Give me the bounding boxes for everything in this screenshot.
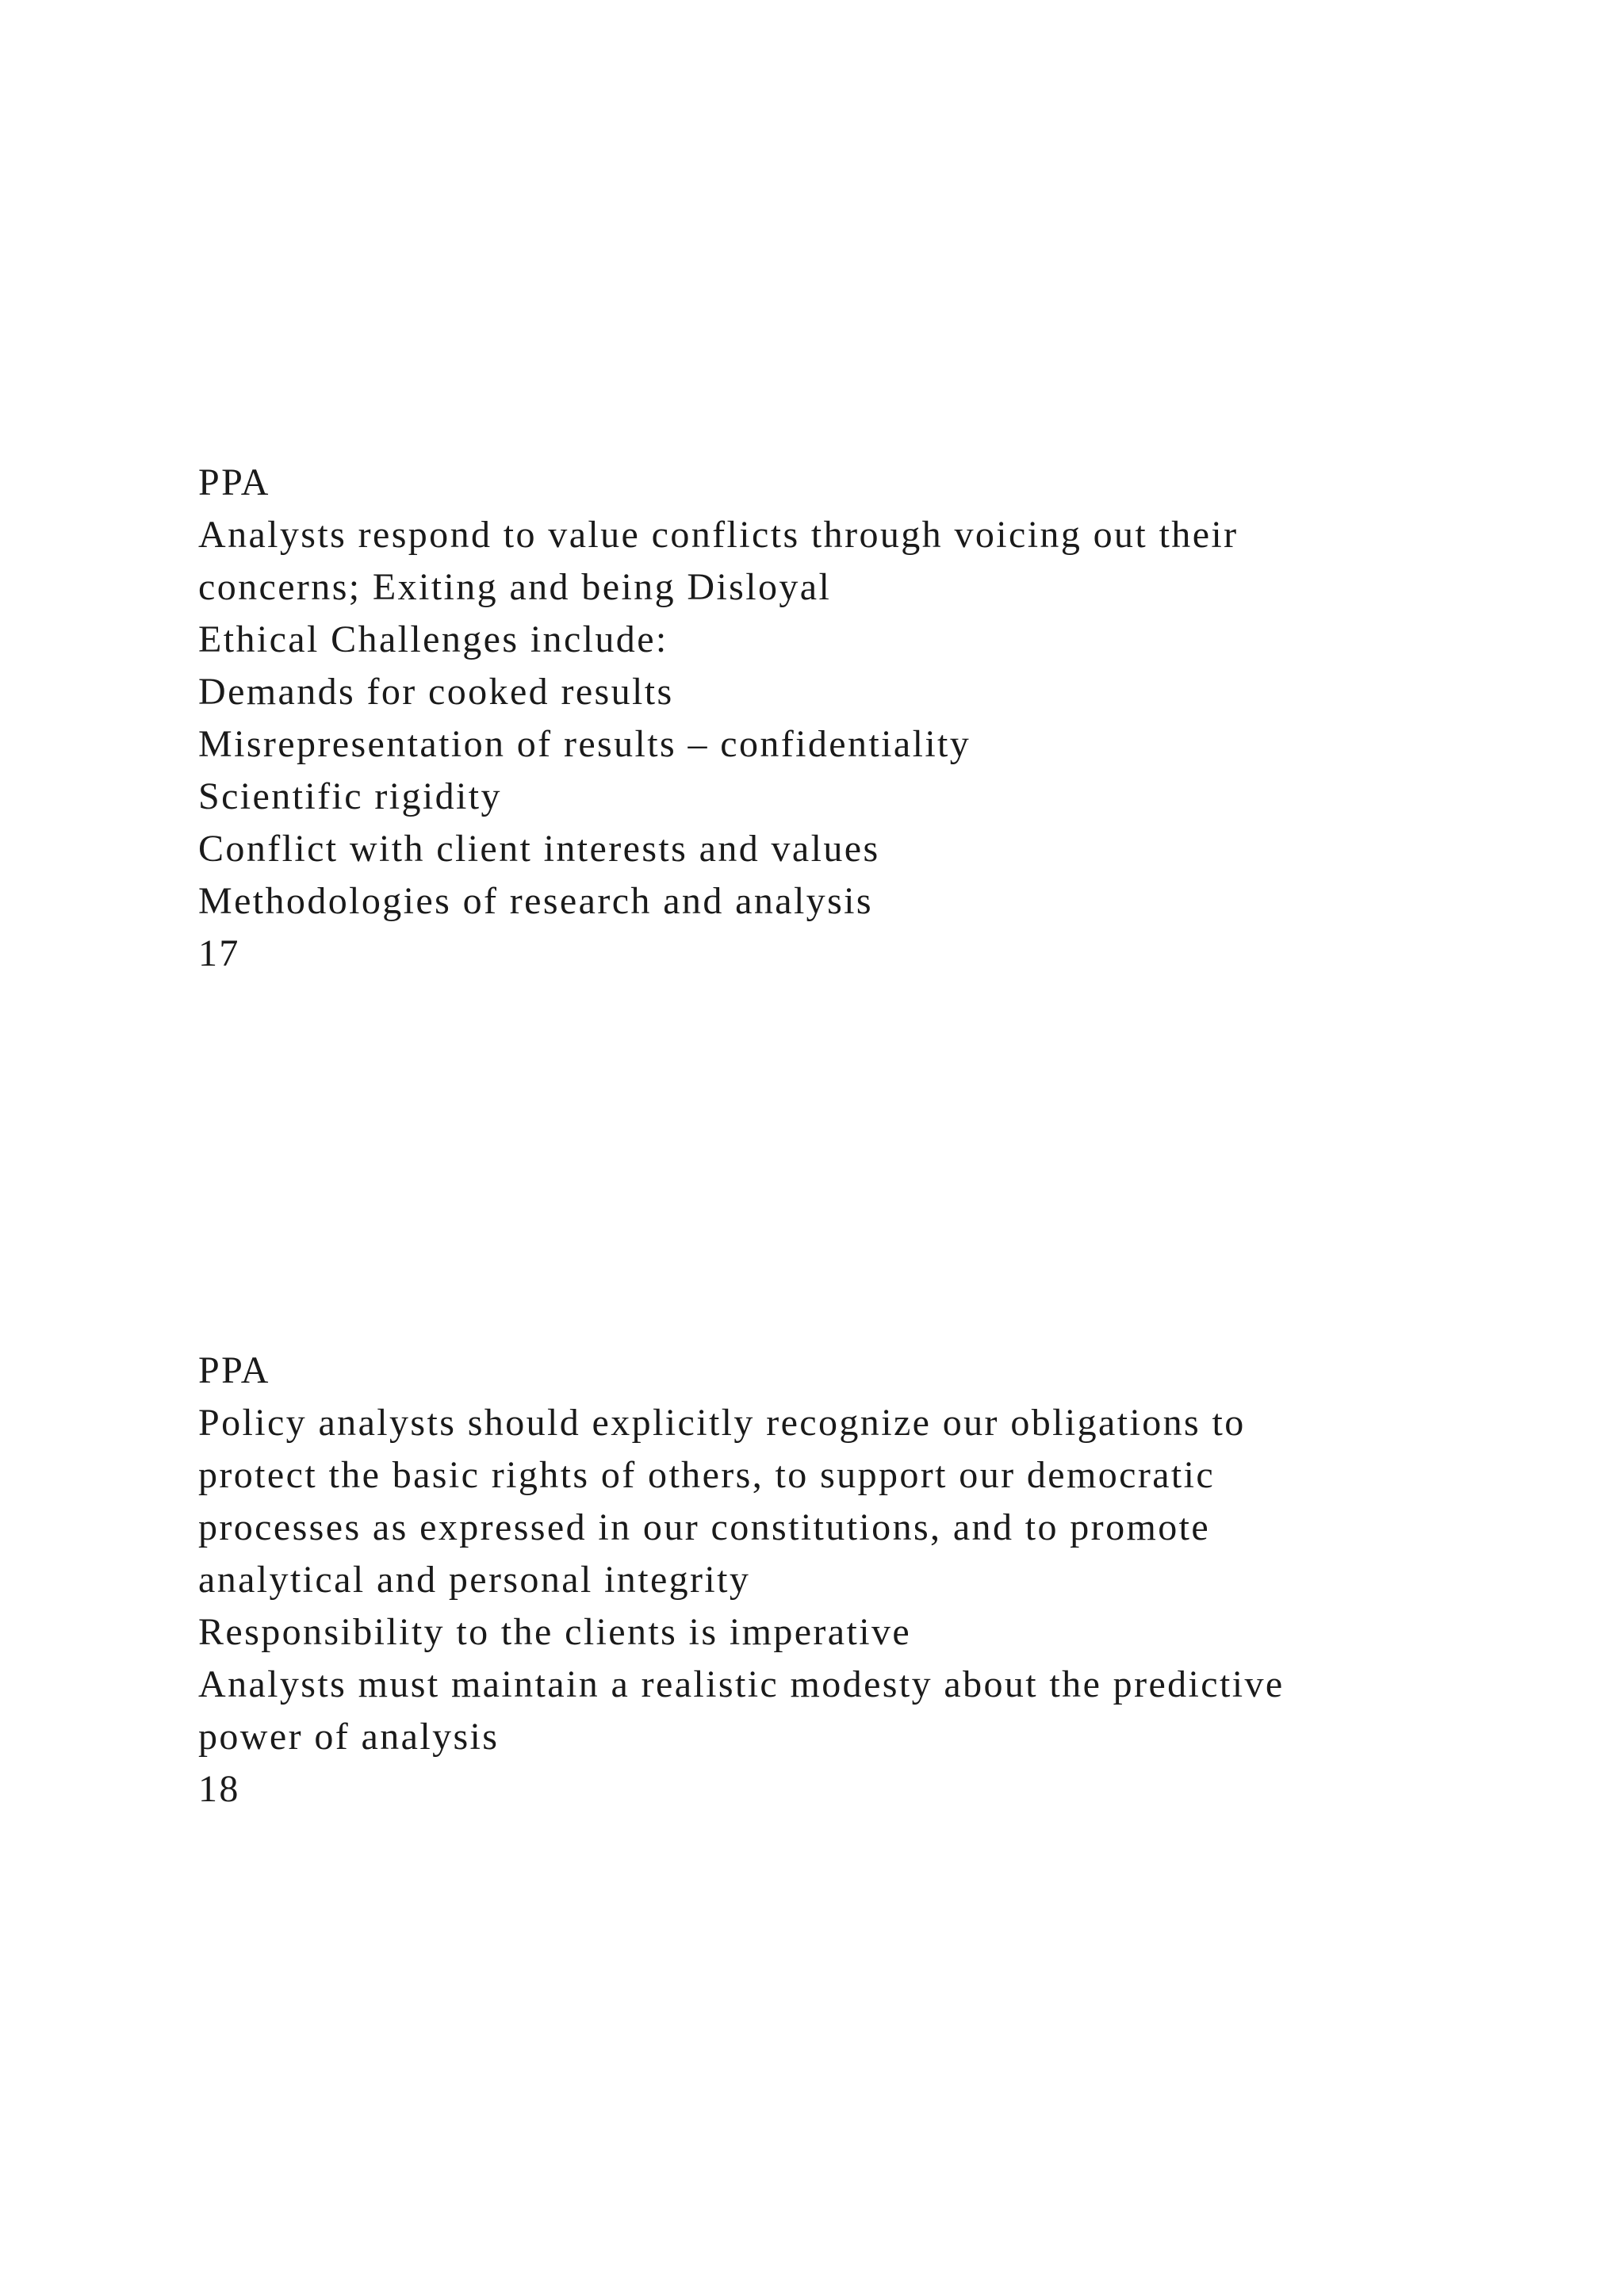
text-line: analytical and personal integrity — [198, 1559, 751, 1601]
text-line: protect the basic rights of others, to support our democratic — [198, 1454, 1216, 1496]
slide-heading: PPA — [198, 461, 270, 503]
text-line: Analysts respond to value conflicts through voicing out their — [198, 514, 1239, 556]
text-line: processes as expressed in our constitutions, and to promote — [198, 1506, 1211, 1548]
text-line: Conflict with client interests and values — [198, 828, 880, 870]
text-line: Misrepresentation of results – confidentiality — [198, 723, 971, 765]
text-line: concerns; Exiting and being Disloyal — [198, 566, 832, 608]
slide-notes-18 — [198, 1345, 1467, 1816]
text-line: Analysts must maintain a realistic modesty about the predictive — [198, 1663, 1285, 1705]
slide-notes-17 — [198, 457, 1467, 980]
slide-number: 18 — [198, 1768, 240, 1810]
text-line: power of analysis — [198, 1716, 500, 1758]
text-line: Policy analysts should explicitly recognize our obligations to — [198, 1402, 1246, 1444]
text-line: Ethical Challenges include: — [198, 618, 668, 660]
text-line: Methodologies of research and analysis — [198, 880, 873, 922]
text-line: Scientific rigidity — [198, 775, 502, 817]
text-line: Responsibility to the clients is imperative — [198, 1611, 912, 1653]
slide-number: 17 — [198, 932, 240, 974]
slide-heading: PPA — [198, 1349, 270, 1391]
text-line: Demands for cooked results — [198, 671, 674, 713]
